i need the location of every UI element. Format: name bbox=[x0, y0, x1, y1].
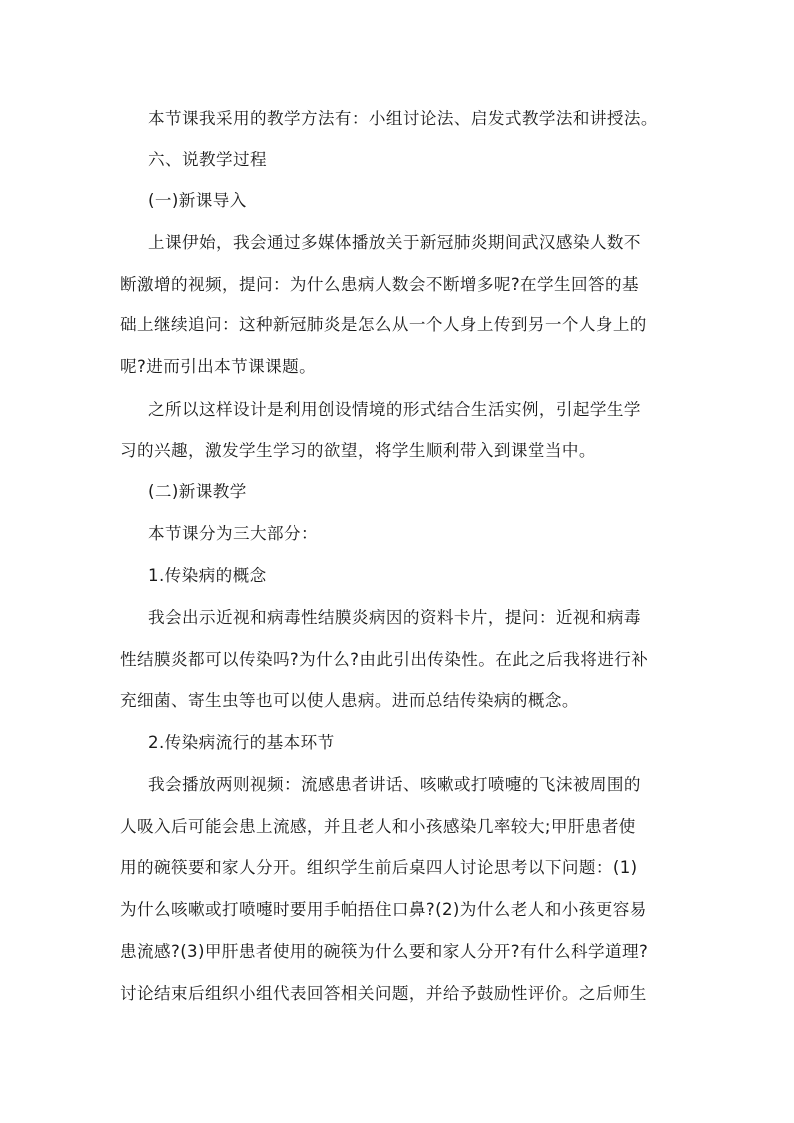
paragraph-videos-line-1: 我会播放两则视频：流感患者讲话、咳嗽或打喷嚏的飞沫被周围的 bbox=[148, 775, 641, 794]
paragraph-design-line-1: 之所以这样设计是利用创设情境的形式结合生活实例，引起学生学 bbox=[148, 400, 641, 419]
subheading-transmission-links: 2.传染病流行的基本环节 bbox=[148, 733, 335, 752]
heading-teaching-process: 六、说教学过程 bbox=[148, 150, 267, 169]
paragraph-intro-line-4: 呢?进而引出本节课课题。 bbox=[120, 357, 317, 376]
paragraph-videos-line-5: 患流感?(3)甲肝患者使用的碗筷为什么要和家人分开?有什么科学道理? bbox=[120, 942, 649, 961]
subheading-infectious-disease-concept: 1.传染病的概念 bbox=[148, 566, 267, 585]
paragraph-videos-line-3: 用的碗筷要和家人分开。组织学生前后桌四人讨论思考以下问题：(1) bbox=[120, 858, 638, 877]
subheading-new-lesson-teaching: (二)新课教学 bbox=[148, 482, 247, 501]
paragraph-videos-line-4: 为什么咳嗽或打喷嚏时要用手帕捂住口鼻?(2)为什么老人和小孩更容易 bbox=[120, 900, 647, 919]
paragraph-teaching-methods: 本节课我采用的教学方法有：小组讨论法、启发式教学法和讲授法。 bbox=[148, 109, 658, 128]
paragraph-videos-line-2: 人吸入后可能会患上流感，并且老人和小孩感染几率较大;甲肝患者使 bbox=[120, 817, 636, 836]
paragraph-intro-line-1: 上课伊始，我会通过多媒体播放关于新冠肺炎期间武汉感染人数不 bbox=[148, 233, 641, 252]
paragraph-intro-line-3: 础上继续追问：这种新冠肺炎是怎么从一个人身上传到另一个人身上的 bbox=[120, 315, 647, 334]
paragraph-three-parts: 本节课分为三大部分： bbox=[148, 524, 318, 543]
paragraph-concept-line-3: 充细菌、寄生虫等也可以使人患病。进而总结传染病的概念。 bbox=[120, 691, 579, 710]
paragraph-concept-line-2: 性结膜炎都可以传染吗?为什么?由此引出传染性。在此之后我将进行补 bbox=[120, 650, 649, 669]
paragraph-videos-line-6: 讨论结束后组织小组代表回答相关问题，并给予鼓励性评价。之后师生 bbox=[120, 984, 647, 1003]
paragraph-design-line-2: 习的兴趣，激发学生学习的欲望，将学生顺利带入到课堂当中。 bbox=[120, 441, 596, 460]
paragraph-intro-line-2: 断激增的视频，提问：为什么患病人数会不断增多呢?在学生回答的基 bbox=[120, 275, 640, 294]
subheading-new-lesson-intro: (一)新课导入 bbox=[148, 191, 247, 210]
paragraph-concept-line-1: 我会出示近视和病毒性结膜炎病因的资料卡片，提问：近视和病毒 bbox=[148, 608, 641, 627]
